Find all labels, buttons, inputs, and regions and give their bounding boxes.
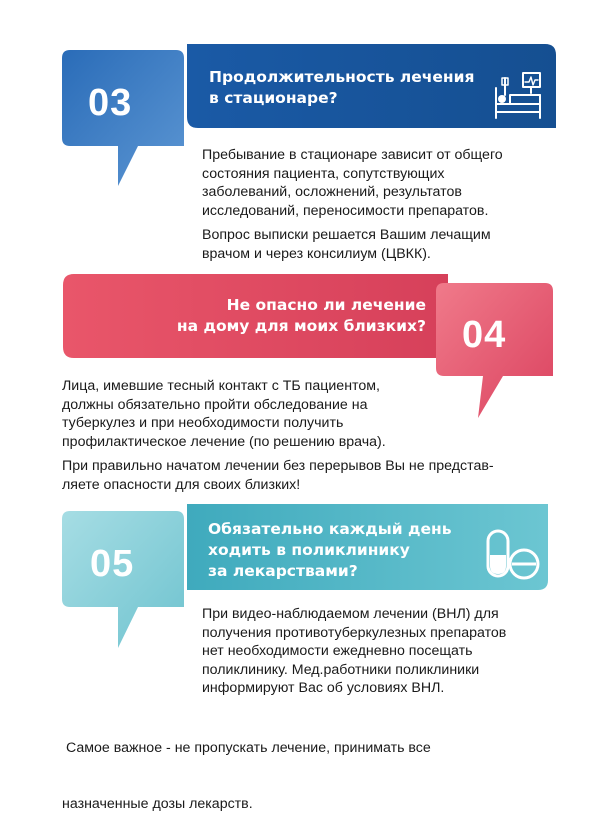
title-line: Не опасно ли лечение bbox=[226, 296, 426, 314]
section-title-05 bbox=[208, 519, 452, 582]
body-line: профилактическое лечение (по решению врача). bbox=[62, 433, 386, 450]
body-line: Пребывание в стационаре зависит от общего bbox=[202, 147, 503, 163]
body-line: врачом и через консилиум (ЦВКК). bbox=[202, 245, 431, 262]
body-line: получения противотуберкулезных препаратов bbox=[202, 624, 507, 641]
body-line: Вопрос выписки решается Вашим лечащим bbox=[202, 227, 491, 243]
body-line: поликлинику. Мед.работники поликлиники bbox=[202, 661, 480, 678]
body-line: исследований, переносимости препаратов. bbox=[202, 202, 489, 219]
title-line: на дому для моих близких? bbox=[176, 317, 426, 335]
body-line: туберкулез и при необходимости получить bbox=[62, 415, 344, 431]
body-line: ляете опасности для своих близких! bbox=[62, 476, 301, 493]
section-body-05 bbox=[202, 605, 506, 698]
title-line: Продолжительность лечения bbox=[209, 68, 475, 86]
body-line: должны обязательно пройти обследование на bbox=[62, 396, 368, 413]
body-line: нет необходимости ежедневно посещать bbox=[202, 643, 473, 659]
section-body-04 bbox=[62, 377, 494, 494]
body-line: заболеваний, осложнений, результатов bbox=[202, 184, 462, 200]
body-line: При правильно начатом лечении без перерывов Вы не представ- bbox=[62, 458, 494, 474]
section-title-03 bbox=[209, 67, 474, 109]
section-body-05-note bbox=[62, 702, 431, 832]
title-line: в стационаре? bbox=[209, 89, 338, 107]
body-line: информируют Вас об условиях ВНЛ. bbox=[202, 680, 445, 696]
title-line: ходить в поликлинику bbox=[208, 541, 410, 559]
section-number-03: 03 bbox=[88, 82, 133, 124]
section-body-03 bbox=[202, 146, 503, 263]
section-number-04: 04 bbox=[462, 314, 507, 356]
body-line: назначенные дозы лекарств. bbox=[62, 795, 253, 812]
body-line: состояния пациента, сопутствующих bbox=[202, 165, 445, 182]
body-line: Лица, имевшие тесный контакт с ТБ пациентом, bbox=[62, 378, 380, 394]
section-title-04 bbox=[120, 295, 426, 337]
section-number-05: 05 bbox=[90, 543, 135, 585]
body-line: Самое важное - не пропускать лечение, принимать все bbox=[62, 740, 431, 756]
title-line: Обязательно каждый день bbox=[208, 520, 452, 538]
body-line: При видео-наблюдаемом лечении (ВНЛ) для bbox=[202, 606, 499, 622]
title-line: за лекарствами? bbox=[208, 562, 358, 580]
